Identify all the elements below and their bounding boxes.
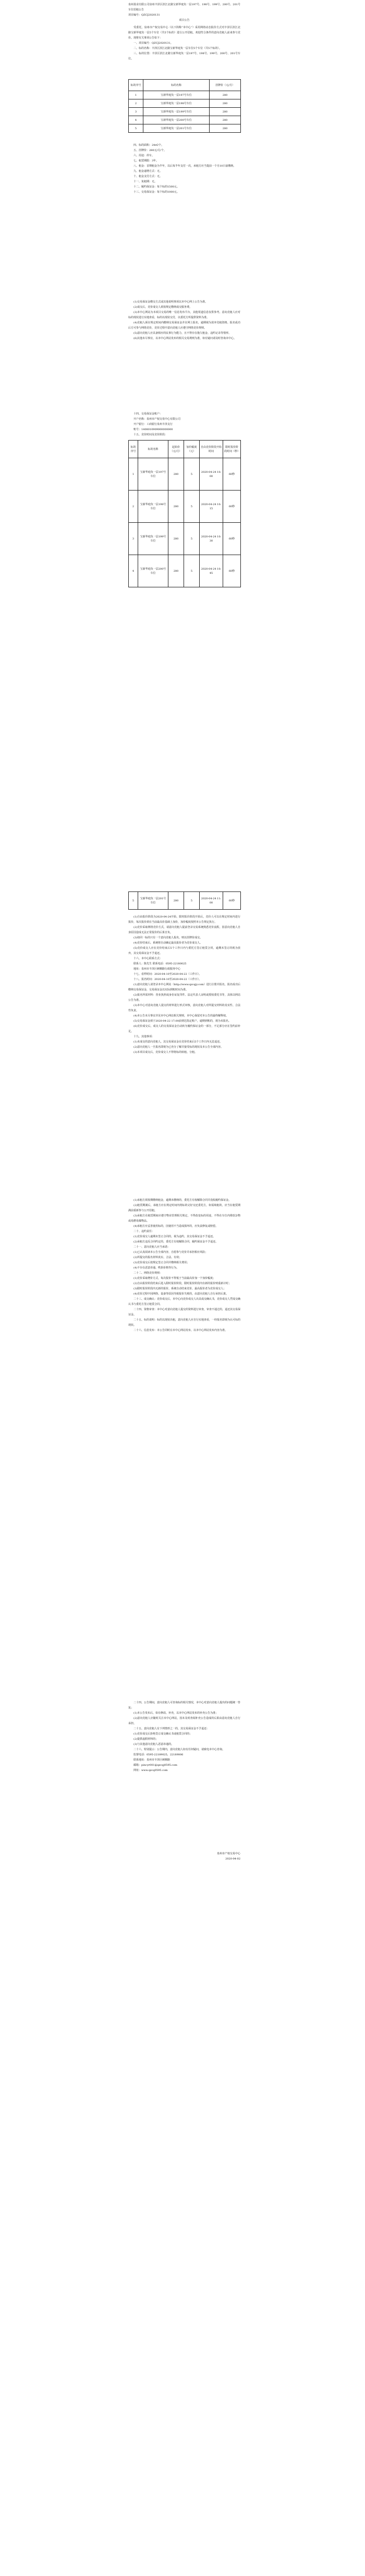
rule-item: (4)本公告未尽事宜详见本中心网站相关规则，本中心保留对本公告的最终解释权。 — [133, 1014, 229, 1017]
table-header-row — [129, 80, 241, 91]
rule-item: 二十四、公告期间，意向竞租人可咨询标的相关情况，本中心对意向竞租人提出的问题统一答复； — [128, 1701, 241, 1710]
table-row — [129, 458, 241, 491]
bidding-table-continued — [128, 891, 240, 910]
rule-item: (2)所提交的报名材料真实、合法、有效； — [133, 1256, 182, 1259]
rule-item: (2)报名所需材料：营业执照或身份证复印件、法定代表人证明或授权委托书等，具体以网站公告为准。 — [128, 994, 240, 1002]
table-cell: 宝新华庭负一层200号车位 — [143, 116, 210, 124]
table-cell: 3 — [129, 108, 143, 116]
rule-item: (6)竞价成交后，成交人的交易保证金自动转为履约保证金的一部分，不足部分应在签约前补足。 — [128, 1025, 240, 1033]
header-line: 泉州盈业有限公司泉州丰泽区滨江北路宝新华庭负一层197号、198号、199号、200号、201号车位招租公告 — [128, 3, 240, 11]
rule-item: (2)租赁期满后，承租方应在规定时间内将标的完好交还委托方，如需续租的，应当在租赁期满前重新参与公开招租。 — [128, 1204, 240, 1212]
table-row — [129, 124, 241, 133]
table-cell: 5 — [184, 555, 200, 587]
table-cell: 5 — [129, 124, 143, 133]
rule-item: (2)意向竞租人一旦报名即视为已充分了解并接受标的现状及本公告全部内容。 — [133, 1046, 224, 1049]
rule-item: (3)本项目成交后，竞价成交人不得将标的转租、分租。 — [133, 1051, 198, 1054]
contact-address: 联系地址：泉州市丰泽区刺桐路 — [133, 1758, 171, 1762]
table-cell: 280 — [168, 458, 184, 491]
term-item: 十三、交易保证金：每个标的1000元。 — [133, 191, 179, 194]
rule-item: (4)竞租人须在规定时间内缴纳交易保证金并在网上报名，逾期视为放弃竞租资格。报名成功后方可参与网络竞价，竞价过程中意向竞租人应遵守网络竞价规则。 — [128, 321, 240, 330]
table-cell: 2020-04-24 10:00 — [200, 458, 223, 491]
table-row — [129, 523, 241, 555]
table-cell: 280 — [210, 91, 241, 99]
intro-paragraph: 受委托，泉州市产权交易中心（以下简称“本中心”）采用网络动态报价方式对丰泽区滨江北路宝新华庭负一层5个车位（共5个标的）进行公开招租。欢迎符合条件的意向竞租人前来参与竞价。现将有关事项公告如下： — [128, 26, 240, 40]
issue-date: 2020-04-02 — [225, 1857, 240, 1861]
table-row — [129, 555, 241, 587]
rule-item: (1)意向竞租人请登录本中心网站（http://www.qzcqjy.com）进行注册并报名，报名成功后缴纳交易保证金，交易保证金以实际到账时间为准。 — [128, 983, 240, 991]
table-cell: 2020-04-24 11:00 — [200, 892, 223, 910]
rules-section-a — [128, 299, 240, 341]
table-header: 加价幅度（元） — [184, 441, 200, 458]
rule-item: (3)承租方在租赁期间应遵守物业管理相关规定，不得改变标的用途，不得在车位内堆放杂物或易燃易爆物品。 — [128, 1214, 240, 1223]
rule-item: (1)未成交的意向竞租人，其交易保证金在竞价结束后5个工作日内无息退还。 — [133, 1040, 223, 1044]
table-cell: 3 — [129, 523, 138, 555]
table-header: 标的名称 — [143, 80, 210, 91]
table-cell: 1 — [129, 458, 138, 491]
term-item: 十二、履约保证金：每个标的1500元。 — [133, 185, 179, 189]
issuing-organization: 泉州市产权交易中心 — [216, 1852, 240, 1855]
rule-item: (4)竞价过程中因网络、设备等原因导致报价失败的，由意向竞租人自行承担后果。 — [133, 1292, 229, 1296]
table-cell: 2 — [129, 99, 143, 108]
rule-item: (5)意向竞租人应具备相应的民事行为能力，且不得存在拖欠租金、违约记录等情形。 — [133, 332, 232, 335]
table-cell: 280 — [210, 108, 241, 116]
intro-item: 二、标的名称：丰泽区滨江北路宝新华庭负一层车位5个车位（共5个标的）。 — [133, 47, 222, 50]
rule-item: 二十、违约责任： — [133, 1230, 155, 1233]
rule-item: (2)承租方违反合同约定的，委托方有权解除合同，履约保证金不予退还。 — [133, 1240, 218, 1243]
rule-item: 二十六、信息发布：本公告同时在本中心网站发布，以本中心网站发布内容为准。 — [133, 1329, 228, 1332]
rule-item: (1)已认真阅读本公告全部内容，自愿参与竞价并承担相应风险； — [133, 1251, 208, 1254]
account-section — [128, 411, 240, 437]
table-cell: 宝新华庭负一层199号车位 — [138, 523, 168, 555]
table-cell: 5 — [184, 523, 200, 555]
later-rules-section — [128, 1198, 240, 1333]
table-cell: 5 — [184, 892, 200, 910]
table-header: 标的名称 — [138, 441, 168, 458]
table-row — [129, 99, 241, 108]
rule-item: (5)竞价成交人应在竞价结束后5个工作日内与委托方签订租赁合同，逾期未签订的视为放弃，其交易保证金不予退还。 — [128, 947, 240, 955]
rule-item: 二十三、成交确认：竞价成交后，本中心向竞价成交人出具成交确认书，竞价成交人凭成交确认书与委托方签订租赁合同。 — [128, 1298, 241, 1306]
contact-line: 地址：泉州市丰泽区刺桐路行政服务中心 — [133, 967, 181, 971]
document-header — [128, 2, 240, 23]
term-item: 九、租金递增方式：无。 — [133, 170, 163, 173]
table-row — [129, 116, 241, 124]
table-cell: 280 — [168, 523, 184, 555]
table-cell: 宝新华庭负一层201号车位 — [138, 892, 168, 910]
table-cell: 280 — [168, 491, 184, 523]
table-cell: 宝新华庭负一层200号车位 — [138, 555, 168, 587]
table-cell: 宝新华庭负一层198号车位 — [143, 99, 210, 108]
table-row — [129, 892, 241, 910]
term-item: 十、租金支付方式：无。 — [133, 175, 163, 178]
rule-item: (1)承租方须按期缴纳租金，逾期未缴纳的，委托方有权解除合同并没收履约保证金。 — [133, 1199, 232, 1202]
term-item: 七、租赁期限：3年。 — [133, 159, 159, 162]
contact-line: 联系人：陈先生 联系电话：0595-22180025 — [133, 962, 187, 965]
term-item: 八、租金：首期租金为半年，以后每半年支付一次，承租方应当提前一个月10日前缴纳。 — [133, 165, 236, 168]
table-header: 自由竞价阶段开始时间 — [200, 441, 223, 458]
bidding-table — [128, 440, 240, 587]
table-cell: 1 — [129, 91, 143, 99]
account-title: 十四、交易保证金账户： — [133, 412, 163, 416]
table-cell: 280 — [210, 124, 241, 133]
table-cell: 60秒 — [223, 523, 241, 555]
table-cell: 5 — [184, 458, 200, 491]
table-cell: 2020-04-24 10:30 — [200, 523, 223, 555]
project-number: 项目编号：QZCJ2020131 — [128, 14, 160, 17]
table-cell: 280 — [168, 892, 184, 910]
bidding-rules-section — [128, 914, 240, 1055]
rule-item: (3)如同一标的只有一个意向竞租人报名，则以挂牌价成交。 — [133, 936, 203, 939]
lot-table — [128, 79, 240, 133]
term-item: 十一、免租期：无。 — [133, 180, 157, 183]
supervision-phone: 监督电话：0595-22189025，22189006 — [133, 1753, 184, 1756]
term-item: 四、标的面积：24㎡/个。 — [133, 144, 164, 147]
table-row — [129, 108, 241, 116]
intro-section — [128, 25, 240, 61]
table-header: 起始价（元/月） — [168, 441, 184, 458]
table-cell: 宝新华庭负一层197号车位 — [138, 458, 168, 491]
account-holder: 开户名称：泉州市产权交易中心有限公司 — [133, 418, 181, 421]
document-footer — [128, 1851, 240, 1862]
table-cell: 宝新华庭负一层199号车位 — [143, 108, 210, 116]
rule-item: (2)提供虚假材料的； — [133, 1738, 159, 1741]
rule-item: 二十一、意向竞租人应当承诺： — [133, 1246, 171, 1249]
table-header-row — [129, 441, 241, 458]
table-cell: 4 — [129, 116, 143, 124]
rule-item: (5)交易保证金须于2020-04-22 17:00前到达指定账户，逾期到账的，视为未报名。 — [133, 1020, 231, 1023]
rule-item: 二十五、意向竞租人有下列情形之一的，其交易保证金不予退还： — [133, 1727, 210, 1730]
table-row — [129, 91, 241, 99]
rule-item: 十七、看样时间：2020-04-10至2020-04-22（工作日）。 — [133, 973, 202, 976]
account-bank: 开户银行：工商银行泉州丰泽支行 — [133, 423, 173, 426]
rule-item: (1)本公告发布后，如有修改、补充，以本中心网站发布的补充公告为准； — [133, 1712, 218, 1715]
table-cell: 280 — [210, 116, 241, 124]
table-cell: 60秒 — [223, 555, 241, 587]
table-cell: 60秒 — [223, 892, 241, 910]
table-header: 标的序号 — [129, 441, 138, 458]
table-cell: 5 — [129, 892, 138, 910]
rule-item: (1)自由报价阶段为2020-04-24开始，限时报价阶段开始后，竞价人可以在规定时间内进行报价，每次报价须在当前最高价基础上加价，加价幅度按照本公告规定执行。 — [128, 915, 240, 924]
rule-item: 二十六、特别提示：公告期内，意向竞租人如有任何疑问，请致电本中心咨询。 — [133, 1748, 225, 1751]
table-caption: 十五、竞价时间及竞价阶段： — [133, 433, 168, 436]
rule-item: (3)本中心对意向竞租人提交的材料进行形式审核，意向竞租人对所提交材料的真实性、合法性负责。 — [128, 1004, 240, 1012]
table-cell: 280 — [168, 555, 184, 587]
rule-item: (1)竞价成交后拒绝签订成交确认书或租赁合同的； — [133, 1732, 192, 1736]
table-cell: 280 — [210, 99, 241, 108]
rule-item: (2)成交后，竞价成交人须按规定缴纳成交服务费。 — [133, 306, 192, 309]
rule-item: 二十五、标的说明：标的以现状出租，意向竞租人应自行实地查看，一经报名即视为认可标的现状。 — [128, 1318, 241, 1327]
rule-item: (3)竞价成交后按规定签订合同并缴纳相关费用； — [133, 1261, 190, 1264]
table-cell: 4 — [129, 555, 138, 587]
page-title: 项目公告 — [179, 19, 190, 22]
rule-item: 十六、本中心联系方式： — [133, 957, 163, 960]
intro-item: 一、项目编号：QZCJ2020131。 — [133, 42, 173, 45]
terms-section — [128, 143, 240, 195]
account-number: 账号：1408010909000000000 — [133, 428, 173, 431]
rule-item: (1)交易保证金缴交方式或其他说明事项以本中心网上公告为准。 — [133, 300, 208, 304]
rule-item: 十八、报名时间：2020-04-10至2020-04-22（工作日）。 — [133, 978, 202, 981]
rule-item: (4)承租方应妥善使用标的，因使用不当造成损坏的，应负责修复或赔偿。 — [133, 1225, 218, 1228]
rule-item: (4)不存在恶意串通、哄抬价格等行为。 — [133, 1266, 179, 1270]
rule-item: (6)其他未尽事宜，以本中心网站发布的相关交易规则为准，如有疑问请及时咨询本中心。 — [133, 337, 237, 340]
table-cell: 2020-04-24 10:15 — [200, 491, 223, 523]
table-header: 限时报价阶段时间（秒） — [223, 441, 241, 458]
table-header: 挂牌价（元/月） — [210, 80, 241, 91]
rule-item: 十九、其他事项： — [133, 1035, 155, 1038]
table-cell: 5 — [184, 491, 200, 523]
table-cell: 60秒 — [223, 491, 241, 523]
contact-email: 邮箱：pincyr001@qzcqj0595.com — [133, 1764, 177, 1767]
rule-item: (4)竞价结束后，系统将自动确定最高报价者为竞价成交人。 — [133, 941, 203, 945]
rule-item: (2)意向竞租人应随时关注本中心网站，因未及时查阅补充公告造成的后果由意向竞租人自行承担。 — [128, 1717, 240, 1725]
rule-item: (3)限时报价阶段内无新的报价，系统自动结束竞价，最高报价者为竞价成交人； — [133, 1287, 226, 1290]
table-cell: 宝新华庭负一层198号车位 — [138, 491, 168, 523]
table-cell: 2020-04-24 10:45 — [200, 555, 223, 587]
contact-website: 网址：www.qzcq0595.com — [133, 1769, 168, 1772]
rule-item: (1)竞价采取增价方式，每次报价不得低于当前最高价加一个加价幅度； — [133, 1277, 216, 1280]
table-cell: 宝新华庭负一层197号车位 — [143, 91, 210, 99]
rule-item: 二十四、资格审查：本中心对意向竞租人提交的资料进行审查，审查不通过的，退还其交易保证金。 — [128, 1308, 241, 1316]
rule-item: (1)竞价成交人逾期未签订合同的，视为违约，其交易保证金不予退还。 — [133, 1235, 216, 1238]
rule-item: 二十二、网络竞价规则： — [133, 1272, 163, 1275]
term-item: 五、挂牌价：280元/月/个。 — [133, 149, 166, 152]
table-cell: 宝新华庭负一层201号车位 — [143, 124, 210, 133]
intro-item: 三、标的位置：丰泽区滨江北路宝新华庭负一层197号、198号、199号、200号、201号车位。 — [128, 52, 240, 60]
term-item: 六、用途：停车。 — [133, 154, 155, 157]
rule-item: (2)自由报价阶段结束后进入限时报价阶段，限时报价阶段内有新的报价则重新计时； — [133, 1282, 232, 1285]
rule-item: (3)与其他意向竞租人恶意串通的。 — [133, 1743, 174, 1746]
final-rules-section — [128, 1700, 240, 1773]
table-cell: 60秒 — [223, 458, 241, 491]
table-header: 标的序号 — [129, 80, 143, 91]
rule-item: (3)本中心网站为本项目交易的唯一信息发布平台，其他渠道信息仅供参考。意向竞租人应对标的现状进行实地查看，标的以现状交付，以委托方所提供资料为准。 — [128, 311, 240, 319]
table-row — [129, 491, 241, 523]
rule-item: (2)竞价采取网络竞价方式，请意向竞租人提前登录交易系统熟悉竞价流程，因意向竞租人自身原因造成无法正常报价的后果自负。 — [128, 926, 240, 934]
table-cell: 2 — [129, 491, 138, 523]
